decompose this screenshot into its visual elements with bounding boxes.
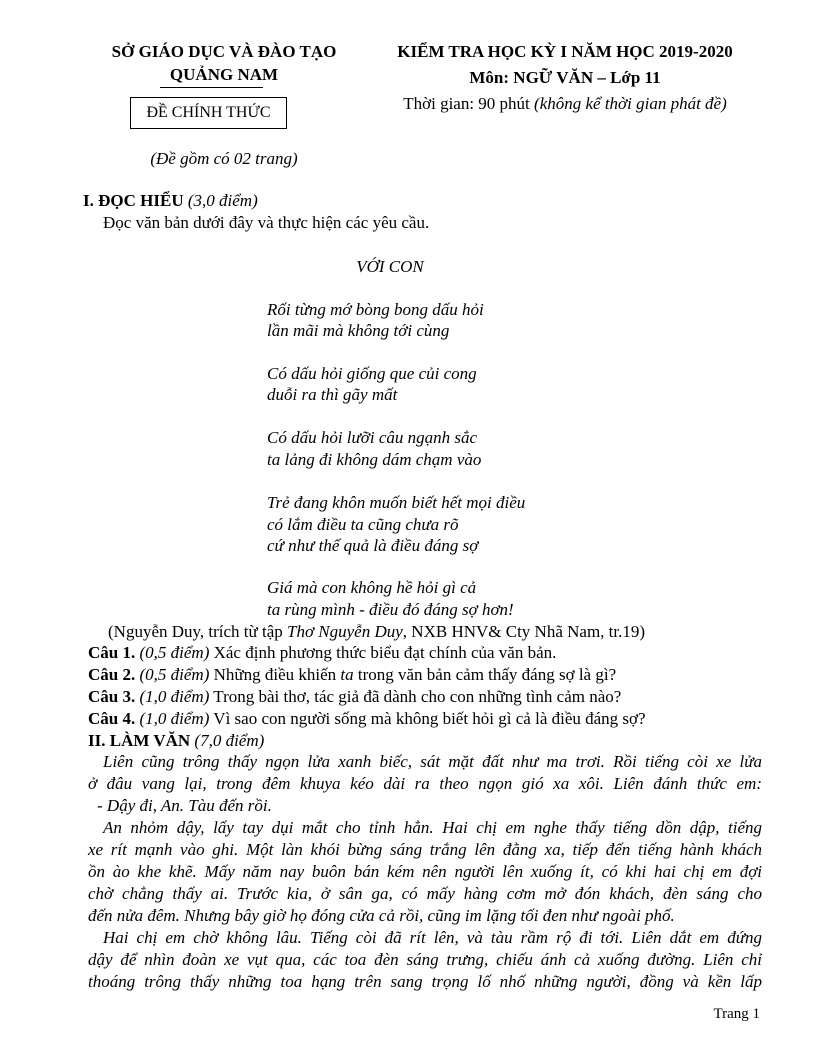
passage-line: An nhỏm dậy, lấy tay dụi mắt cho tỉnh hẳn. Hai chị em nghe thấy tiếng dồn dập, tiếng	[103, 818, 762, 837]
poem-title: VỚI CON	[356, 257, 424, 276]
question-3	[88, 686, 621, 707]
question-text-emphasis: ta	[340, 665, 354, 684]
passage-line: ồn ào khe khẽ. Mấy năm nay buôn bán kém nên người lên xuống ít, có khi hai chị em đợi	[88, 862, 762, 881]
poem-line: cứ như thế quả là điều đáng sợ	[267, 536, 479, 555]
question-label: Câu 3.	[88, 687, 136, 706]
poem-line: Giá mà con không hề hỏi gì cả	[267, 578, 477, 597]
question-label: Câu 4.	[88, 709, 136, 728]
question-text: trong văn bản cảm thấy đáng sợ là gì?	[353, 665, 617, 684]
question-4	[88, 708, 646, 729]
section-1-points: (3,0 điểm)	[183, 191, 258, 210]
province-underline	[160, 87, 263, 88]
exam-time-note: (không kể thời gian phát đề)	[534, 94, 727, 113]
page-number: Trang 1	[713, 1006, 760, 1022]
poem-line: ta lảng đi không dám chạm vào	[267, 450, 482, 469]
poem-line: lần mãi mà không tới cùng	[267, 321, 450, 340]
question-points: (1,0 điểm)	[139, 687, 210, 706]
section-2-points: (7,0 điểm)	[190, 731, 265, 750]
passage-line: xe rít mạnh vào ghi. Một làn khói bừng sáng trắng lên đằng xa, tiếp đến tiếng hành khách	[88, 840, 762, 859]
exam-time	[368, 93, 762, 114]
pages-note-text: (Đề gồm có 02 trang)	[150, 149, 298, 168]
section-1-instruction: Đọc văn bản dưới đây và thực hiện các yêu cầu.	[103, 213, 430, 232]
section-1-title: I. ĐỌC HIỂU	[83, 191, 184, 210]
question-points: (0,5 điểm)	[139, 665, 210, 684]
question-text: Những điều khiến	[209, 665, 341, 684]
passage-dialogue: - Dậy đi, An. Tàu đến rồi.	[97, 796, 272, 815]
pages-note	[100, 148, 348, 169]
poem-line: ta rùng mình - điều đó đáng sợ hơn!	[267, 600, 514, 619]
passage-line: dậy để nhìn đoàn xe vụt qua, các toa đèn sáng trưng, chiếu ánh cả xuống đường. Liên chỉ	[88, 950, 762, 969]
poem-line: Có dấu hỏi lưỡi câu ngạnh sắc	[267, 428, 478, 447]
official-exam-box: ĐỀ CHÍNH THỨC	[130, 97, 287, 129]
poem-line: duỗi ra thì gãy mất	[267, 385, 398, 404]
question-points: (1,0 điểm)	[139, 709, 210, 728]
department-name: SỞ GIÁO DỤC VÀ ĐÀO TẠO	[111, 42, 337, 61]
poem-line: Có dấu hỏi giống que củi cong	[267, 364, 477, 383]
exam-subject: Môn: NGỮ VĂN – Lớp 11	[469, 68, 661, 87]
question-1	[88, 642, 556, 663]
passage-line: đến nửa đêm. Nhưng bây giờ họ đóng cửa cả rồi, cũng im lặng tối đen như ngoài phố.	[88, 906, 675, 925]
question-points: (0,5 điểm)	[139, 643, 210, 662]
question-text: Trong bài thơ, tác giả đã dành cho con những tình cảm nào?	[209, 687, 622, 706]
exam-time-text: Thời gian: 90 phút	[403, 94, 535, 113]
poem-line: Rối từng mớ bòng bong dấu hỏi	[267, 300, 484, 319]
passage-line: Hai chị em chờ không lâu. Tiếng còi đã rít lên, và tàu rầm rộ đi tới. Liên dắt em đứng	[103, 928, 762, 947]
section-2-title: II. LÀM VĂN	[88, 731, 191, 750]
poem-line: Trẻ đang khôn muốn biết hết mọi điều	[267, 493, 526, 512]
section-1-heading	[83, 190, 258, 211]
passage-line: ở đâu vang lại, trong đêm khuya kéo dài ra theo ngọn gió xa xôi. Liên đánh thức em:	[88, 774, 762, 793]
province-name: QUẢNG NAM	[169, 65, 279, 84]
poem-line: có lắm điều ta cũng chưa rõ	[267, 515, 459, 534]
poem-source-prefix: (Nguyễn Duy, trích từ tập	[108, 622, 288, 641]
question-text: Xác định phương thức biểu đạt chính của văn bản.	[209, 643, 557, 662]
exam-title: KIỂM TRA HỌC KỲ I NĂM HỌC 2019-2020	[397, 42, 733, 61]
poem-source	[108, 621, 645, 642]
passage-line: chờ chẳng thấy ai. Trước kia, ở sân ga, có mấy hàng cơm mở đón khách, đèn sáng cho	[88, 884, 762, 903]
poem-source-book: Thơ Nguyễn Duy	[287, 622, 403, 641]
poem-source-suffix: , NXB HNV& Cty Nhã Nam, tr.19)	[402, 622, 646, 641]
section-2-heading	[88, 730, 264, 751]
question-label: Câu 1.	[88, 643, 136, 662]
passage-line: Liên cũng trông thấy ngọn lửa xanh biếc, sát mặt đất như ma trơi. Rồi tiếng còi xe lửa	[103, 752, 762, 771]
question-2	[88, 664, 616, 685]
question-text: Vì sao con người sống mà không biết hỏi gì cả là điều đáng sợ?	[209, 709, 646, 728]
question-label: Câu 2.	[88, 665, 136, 684]
passage-line: thoáng trông thấy những toa hạng trên sang trọng lố nhố những người, đồng và kền lấp	[88, 972, 762, 991]
